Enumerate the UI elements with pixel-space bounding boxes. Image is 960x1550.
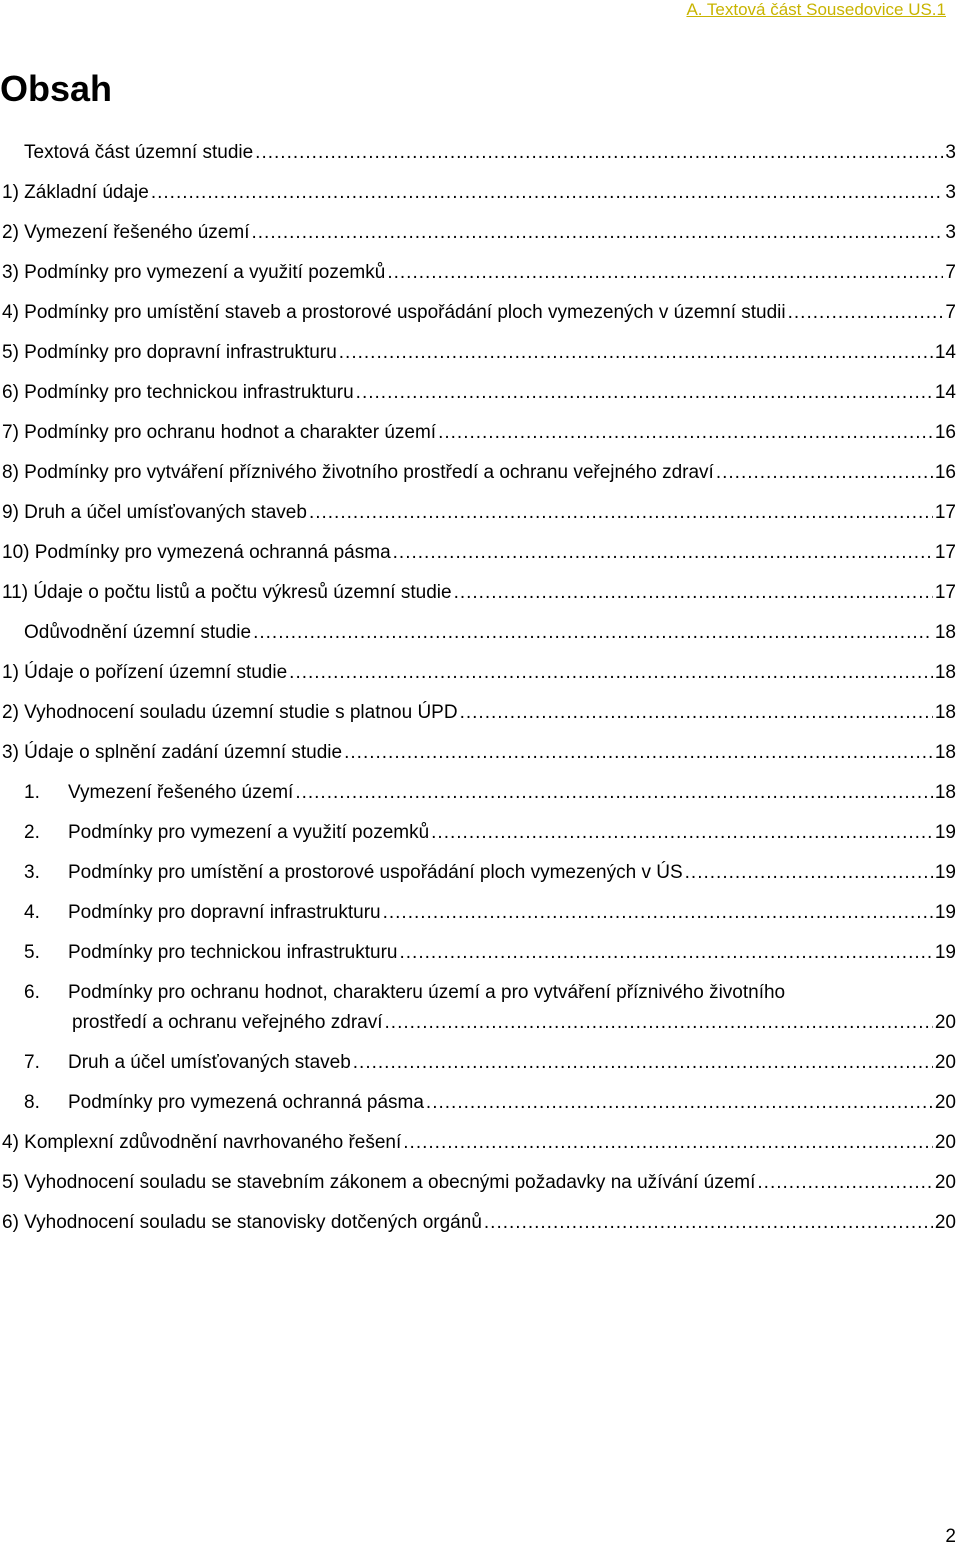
toc-subentry-page: 20: [934, 1012, 956, 1033]
toc-subentry[interactable]: [24, 782, 956, 804]
toc-entry-page: 7: [945, 302, 956, 323]
dot-leader: [454, 582, 933, 604]
toc-subentry-label: Druh a účel umísťovaných staveb: [68, 1052, 351, 1073]
dot-leader: [151, 182, 944, 204]
dot-leader: [253, 622, 933, 644]
toc-entry-label: 11) Údaje o počtu listů a počtu výkresů územní studie: [2, 582, 452, 603]
toc-entry-page: 16: [934, 462, 956, 483]
dot-leader: [353, 1052, 933, 1074]
toc-subentry-page: 19: [934, 822, 956, 843]
toc-entry-label: 2) Vyhodnocení souladu územní studie s platnou ÚPD: [2, 702, 458, 723]
toc-subentry-page: 19: [934, 862, 956, 883]
toc-entry-page: 17: [934, 582, 956, 603]
dot-leader: [757, 1172, 932, 1194]
toc-subentry-label: Podmínky pro dopravní infrastrukturu: [68, 902, 381, 923]
toc-entry-label: 1) Základní údaje: [2, 182, 149, 203]
toc-entry-page: 20: [934, 1212, 956, 1233]
toc-entry-label: 8) Podmínky pro vytváření příznivého životního prostředí a ochranu veřejného zdraví: [2, 462, 714, 483]
toc-entry[interactable]: [2, 1172, 956, 1194]
toc-subentry-first-line[interactable]: [24, 982, 785, 1004]
dot-leader: [309, 502, 933, 524]
toc-subentry[interactable]: [24, 822, 956, 844]
dot-leader: [344, 742, 933, 764]
dot-leader: [251, 222, 943, 244]
toc-entry-label: 1) Údaje o pořízení územní studie: [2, 662, 288, 683]
toc-entry-label: 7) Podmínky pro ochranu hodnot a charakter území: [2, 422, 437, 443]
toc-entry-label: 4) Podmínky pro umístění staveb a prostorové uspořádání ploch vymezených v územní studii: [2, 302, 786, 323]
toc-subentry-number: 7.: [24, 1052, 40, 1073]
dot-leader: [431, 822, 933, 844]
toc-entry[interactable]: [2, 182, 956, 204]
dot-leader: [339, 342, 933, 364]
toc-entry-page: 14: [934, 382, 956, 403]
toc-subentry[interactable]: [24, 862, 956, 884]
toc-entry-label: Odůvodnění územní studie: [24, 622, 252, 643]
toc-entry[interactable]: [2, 742, 956, 764]
dot-leader: [385, 1012, 933, 1034]
toc-entry-page: 18: [934, 742, 956, 763]
toc-entry[interactable]: [2, 342, 956, 364]
toc-entry[interactable]: [2, 302, 956, 324]
toc-subentry-number: 4.: [24, 902, 40, 923]
dot-leader: [426, 1092, 933, 1114]
toc-entry-label: Textová část územní studie: [24, 142, 254, 163]
toc-entry-page: 7: [945, 262, 956, 283]
toc-entry-page: 17: [934, 542, 956, 563]
toc-subentry[interactable]: [24, 1092, 956, 1114]
toc-entry-label: 10) Podmínky pro vymezená ochranná pásma: [2, 542, 391, 563]
dot-leader: [438, 422, 933, 444]
dot-leader: [400, 942, 933, 964]
toc-entry-page: 3: [945, 182, 956, 203]
toc-entry[interactable]: [24, 622, 956, 644]
toc-subentry-number: 5.: [24, 942, 40, 963]
toc-subentry-label: Podmínky pro vymezení a využití pozemků: [68, 822, 430, 843]
dot-leader: [289, 662, 933, 684]
dot-leader: [255, 142, 943, 164]
dot-leader: [295, 782, 933, 804]
toc-subentry-label-continued: prostředí a ochranu veřejného zdraví: [72, 1012, 383, 1033]
toc-entry-page: 3: [945, 142, 956, 163]
dot-leader: [387, 262, 943, 284]
toc-entry[interactable]: [2, 262, 956, 284]
toc-subentry-number: 6.: [24, 982, 40, 1003]
page-number: 2: [945, 1526, 956, 1547]
toc-entry-page: 20: [934, 1132, 956, 1153]
toc-subentry[interactable]: [24, 942, 956, 964]
toc-subentry-page: 20: [934, 1092, 956, 1113]
toc-subentry[interactable]: [24, 902, 956, 924]
toc-entry-page: 16: [934, 422, 956, 443]
dot-leader: [356, 382, 933, 404]
toc-entry-label: 6) Podmínky pro technickou infrastrukturu: [2, 382, 354, 403]
toc-subentry-page: 19: [934, 902, 956, 923]
toc-entry[interactable]: [2, 222, 956, 244]
dot-leader: [716, 462, 933, 484]
toc-entry-label: 2) Vymezení řešeného území: [2, 222, 250, 243]
toc-subentry-label: Podmínky pro technickou infrastrukturu: [68, 942, 398, 963]
toc-entry[interactable]: [2, 542, 956, 564]
toc-entry-label: 9) Druh a účel umísťovaných staveb: [2, 502, 307, 523]
toc-entry-label: 5) Vyhodnocení souladu se stavebním zákonem a obecnými požadavky na užívání území: [2, 1172, 756, 1193]
toc-subentry-label: Podmínky pro umístění a prostorové uspořádání ploch vymezených v ÚS: [68, 862, 683, 883]
toc-entry-page: 14: [934, 342, 956, 363]
toc-subentry-label: Podmínky pro vymezená ochranná pásma: [68, 1092, 424, 1113]
dot-leader: [460, 702, 933, 724]
toc-entry-page: 3: [945, 222, 956, 243]
toc-subentry[interactable]: [72, 1012, 956, 1034]
toc-subentry[interactable]: [24, 1052, 956, 1074]
toc-entry[interactable]: [2, 1212, 956, 1234]
toc-subentry-number: 8.: [24, 1092, 40, 1113]
toc-entry[interactable]: [2, 462, 956, 484]
toc-subentry-label: Vymezení řešeného území: [68, 782, 294, 803]
page-title: Obsah: [0, 68, 113, 109]
toc-entry[interactable]: [2, 382, 956, 404]
toc-entry-page: 18: [934, 662, 956, 683]
dot-leader: [484, 1212, 933, 1234]
toc-entry-page: 17: [934, 502, 956, 523]
toc-subentry-number: 2.: [24, 822, 40, 843]
toc-entry[interactable]: [2, 662, 956, 684]
toc-entry-label: 3) Podmínky pro vymezení a využití pozemků: [2, 262, 386, 283]
dot-leader: [788, 302, 944, 324]
toc-entry-label: 6) Vyhodnocení souladu se stanovisky dotčených orgánů: [2, 1212, 482, 1233]
toc-entry[interactable]: [24, 142, 956, 164]
toc-entry[interactable]: [2, 582, 956, 604]
toc-entry[interactable]: [2, 422, 956, 444]
toc-entry-label: 5) Podmínky pro dopravní infrastrukturu: [2, 342, 337, 363]
toc-entry-page: 18: [934, 702, 956, 723]
toc-entry-page: 20: [934, 1172, 956, 1193]
dot-leader: [403, 1132, 933, 1154]
toc-subentry-number: 1.: [24, 782, 40, 803]
toc-subentry-label: Podmínky pro ochranu hodnot, charakteru území a pro vytváření příznivého životního: [68, 982, 786, 1003]
dot-leader: [685, 862, 933, 884]
page-header: A. Textová část Sousedovice US.1: [686, 0, 946, 19]
toc-entry-label: 3) Údaje o splnění zadání územní studie: [2, 742, 343, 763]
dot-leader: [383, 902, 933, 924]
toc-entry[interactable]: [2, 502, 956, 524]
toc-entry-page: 18: [934, 622, 956, 643]
toc-subentry-number: 3.: [24, 862, 40, 883]
toc-subentry-page: 18: [934, 782, 956, 803]
toc-entry-label: 4) Komplexní zdůvodnění navrhovaného řešení: [2, 1132, 402, 1153]
toc-entry[interactable]: [2, 702, 956, 724]
dot-leader: [393, 542, 933, 564]
toc-subentry-page: 20: [934, 1052, 956, 1073]
toc-subentry-page: 19: [934, 942, 956, 963]
toc-entry[interactable]: [2, 1132, 956, 1154]
